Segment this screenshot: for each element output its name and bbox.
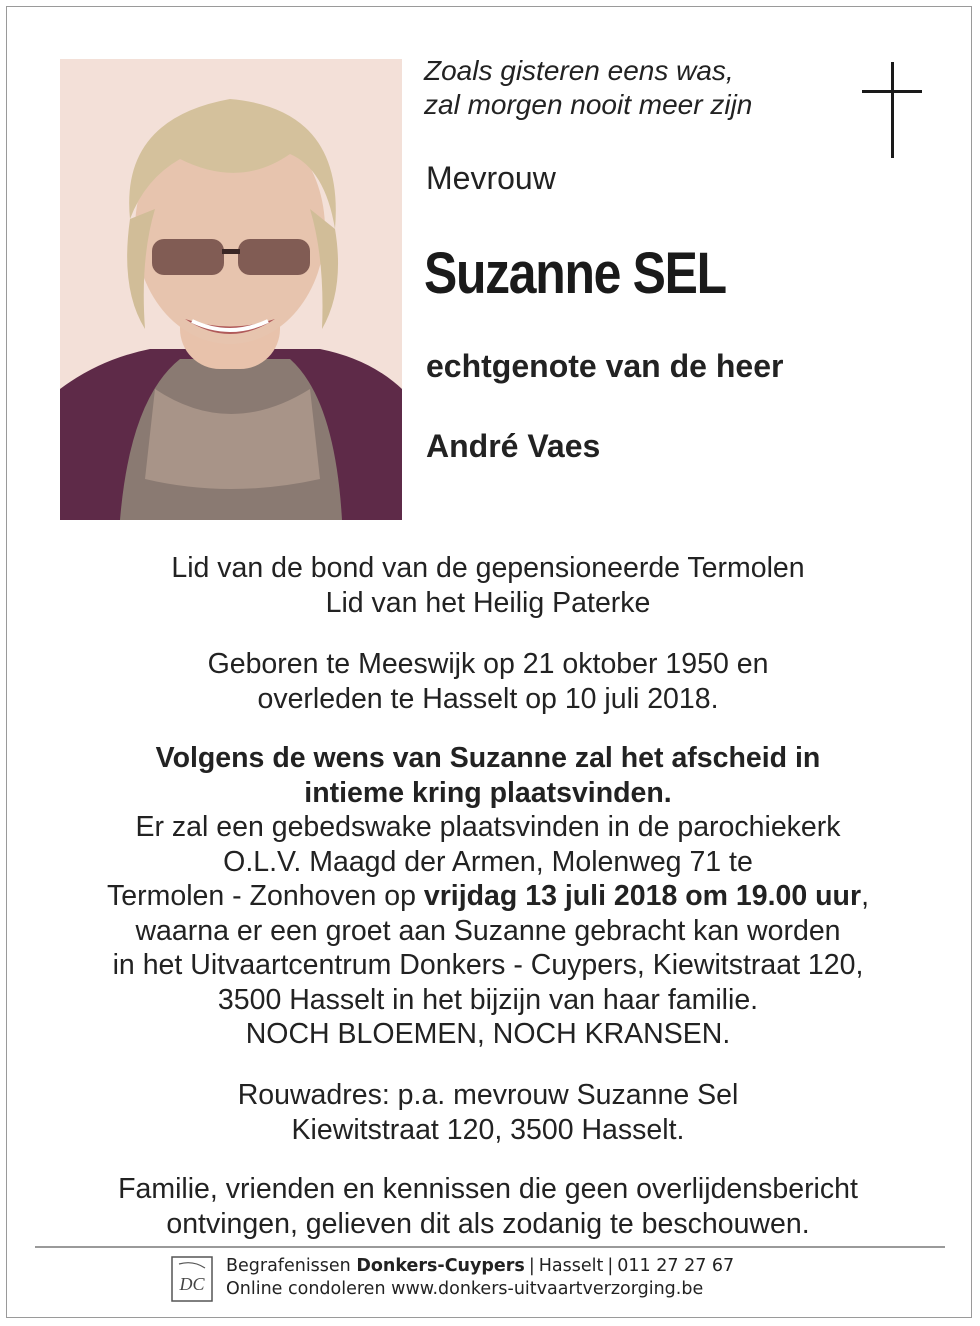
notice-line: 3500 Hasselt in het bijzijn van haar familie.	[217, 983, 759, 1016]
death-line: overleden te Hasselt op 10 juli 2018.	[257, 682, 719, 715]
family-note	[20, 1172, 956, 1241]
membership-line: Lid van het Heilig Paterke	[325, 586, 651, 619]
footer-sep: |	[528, 1256, 535, 1276]
footer-prefix: Begrafenissen	[226, 1256, 357, 1276]
relation-text: echtgenote van de heer	[426, 348, 784, 384]
life-dates	[20, 647, 956, 716]
quote	[424, 54, 752, 122]
family-note-line: Familie, vrienden en kennissen die geen overlijdensbericht	[118, 1173, 858, 1205]
logo-text: DC	[179, 1274, 205, 1294]
family-note-line: ontvingen, gelieven dit als zodanig te beschouwen.	[166, 1207, 810, 1240]
notice-bold-line: intieme kring plaatsvinden.	[304, 776, 672, 809]
quote-line-2: zal morgen nooit meer zijn	[424, 89, 753, 120]
quote-line-1: Zoals gisteren eens was,	[424, 55, 734, 86]
website-link[interactable]: www.donkers-uitvaartverzorging.be	[391, 1278, 704, 1299]
footer	[226, 1255, 734, 1300]
dc-logo-icon	[171, 1256, 213, 1302]
address-line: Rouwadres: p.a. mevrouw Suzanne Sel	[237, 1079, 739, 1111]
portrait-image	[60, 59, 402, 520]
cross-icon	[862, 62, 922, 158]
birth-line: Geboren te Meeswijk op 21 oktober 1950 en	[207, 648, 769, 680]
footer-line-1	[226, 1255, 734, 1278]
footer-sep: |	[607, 1256, 614, 1276]
membership-line: Lid van de bond van de gepensioneerde Termolen	[171, 552, 805, 584]
notice-line: in het Uitvaartcentrum Donkers - Cuypers, Kiewitstraat 120,	[112, 949, 864, 981]
company-name: Donkers-Cuypers	[356, 1256, 525, 1276]
funeral-notice	[20, 741, 956, 1052]
notice-line: O.L.V. Maagd der Armen, Molenweg 71 te	[223, 845, 753, 878]
spouse-name: André Vaes	[426, 428, 601, 464]
notice-line: Er zal een gebedswake plaatsvinden in de parochiekerk	[135, 811, 841, 843]
portrait-photo	[60, 59, 402, 520]
mourning-address	[20, 1078, 956, 1147]
wake-date: vrijdag 13 juli 2018 om 19.00 uur	[423, 880, 862, 912]
footer-divider	[35, 1246, 945, 1248]
no-flowers-line: NOCH BLOEMEN, NOCH KRANSEN.	[245, 1018, 731, 1050]
footer-city: Hasselt	[538, 1256, 604, 1276]
notice-date-prefix: Termolen - Zonhoven op	[107, 880, 424, 912]
notice-bold-line: Volgens de wens van Suzanne zal het afscheid in	[155, 742, 821, 774]
deceased-name: Suzanne SEL	[424, 241, 726, 306]
footer-line-2	[226, 1278, 734, 1301]
notice-date-suffix: ,	[861, 880, 869, 912]
notice-date-line	[20, 879, 956, 914]
address-line: Kiewitstraat 120, 3500 Hasselt.	[291, 1113, 685, 1146]
online-label: Online condoleren	[226, 1278, 386, 1299]
memberships	[20, 551, 956, 620]
footer-phone: 011 27 27 67	[617, 1256, 735, 1276]
notice-line: waarna er een groet aan Suzanne gebracht kan worden	[135, 914, 841, 947]
honorific: Mevrouw	[426, 160, 556, 196]
